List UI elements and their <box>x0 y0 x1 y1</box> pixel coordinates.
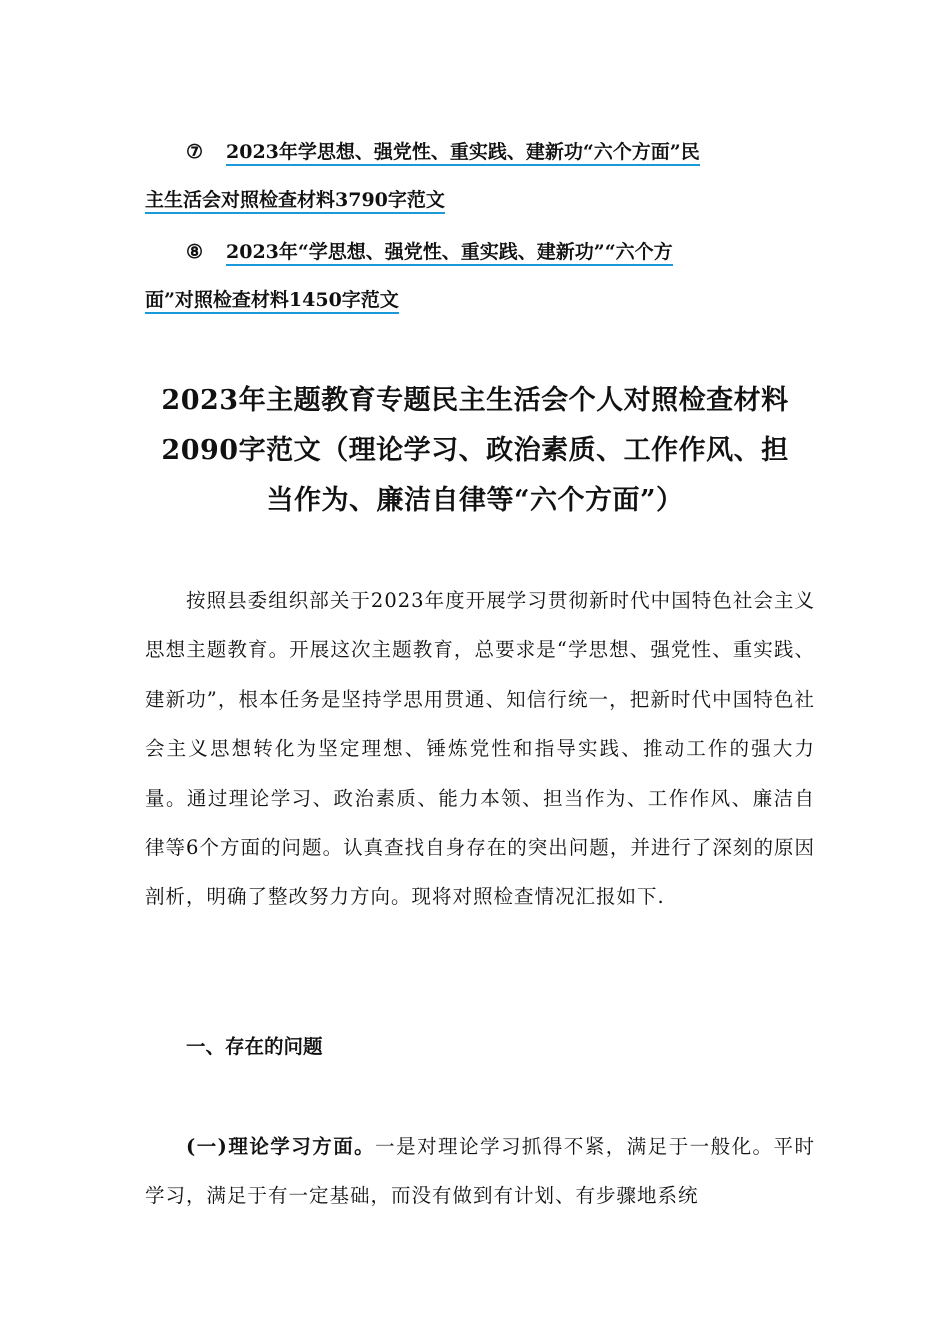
section-heading-problems: 一、存在的问题 <box>186 1035 323 1058</box>
subsection-theory-text: 一是对理论学习抓得不紧，满足于一般化。平时学习，满足于有一定基础，而没有做到有计划、有步骤地系统 <box>145 1135 815 1208</box>
toc-item-7-marker: ⑦ <box>186 141 204 163</box>
title-line-1: 2023年主题教育专题民主生活会个人对照检查材料 <box>161 385 789 416</box>
toc-item-8-marker: ⑧ <box>186 241 204 263</box>
toc-item-8-link-part1[interactable]: 2023年“学思想、强党性、重实践、建新功”“六个方 <box>226 241 673 266</box>
toc-item-7-link-part2[interactable]: 主生活会对照检查材料3790字范文 <box>145 189 445 214</box>
title-line-2: 2090字范文（理论学习、政治素质、工作作风、担 <box>161 435 789 466</box>
subsection-theory-paragraph <box>145 1122 815 1221</box>
toc-item-8-link-part2[interactable]: 面”对照检查材料1450字范文 <box>145 289 399 314</box>
toc-item-7-link-part1[interactable]: 2023年学思想、强党性、重实践、建新功“六个方面”民 <box>226 141 700 166</box>
document-title <box>140 376 810 526</box>
toc-item-8-line2[interactable] <box>145 286 399 314</box>
intro-paragraph: 按照县委组织部关于2023年度开展学习贯彻新时代中国特色社会主义思想主题教育。开展这次主题教育，总要求是“学思想、强党性、重实践、建新功”，根本任务是坚持学思用贯通、知信行统一，把新时代中国特色社会主义思想转化为坚定理想、锤炼党性和指导实践、推动工作的强大力量。通过理论学习、政治素质、能力本领、担当作为、工作作风、廉洁自律等6个方面的问题。认真查找自身存在的突出问题，并进行了深刻的原因剖析，明确了整改努力方向。现将对照检查情况汇报如下. <box>145 589 815 909</box>
toc-item-8-line1[interactable] <box>186 238 673 266</box>
toc-item-7-line2[interactable] <box>145 186 445 214</box>
subsection-theory-label: (一)理论学习方面。 <box>186 1135 376 1158</box>
toc-item-7-line1[interactable] <box>186 138 700 166</box>
title-line-3: 当作为、廉洁自律等“六个方面”） <box>266 485 684 516</box>
